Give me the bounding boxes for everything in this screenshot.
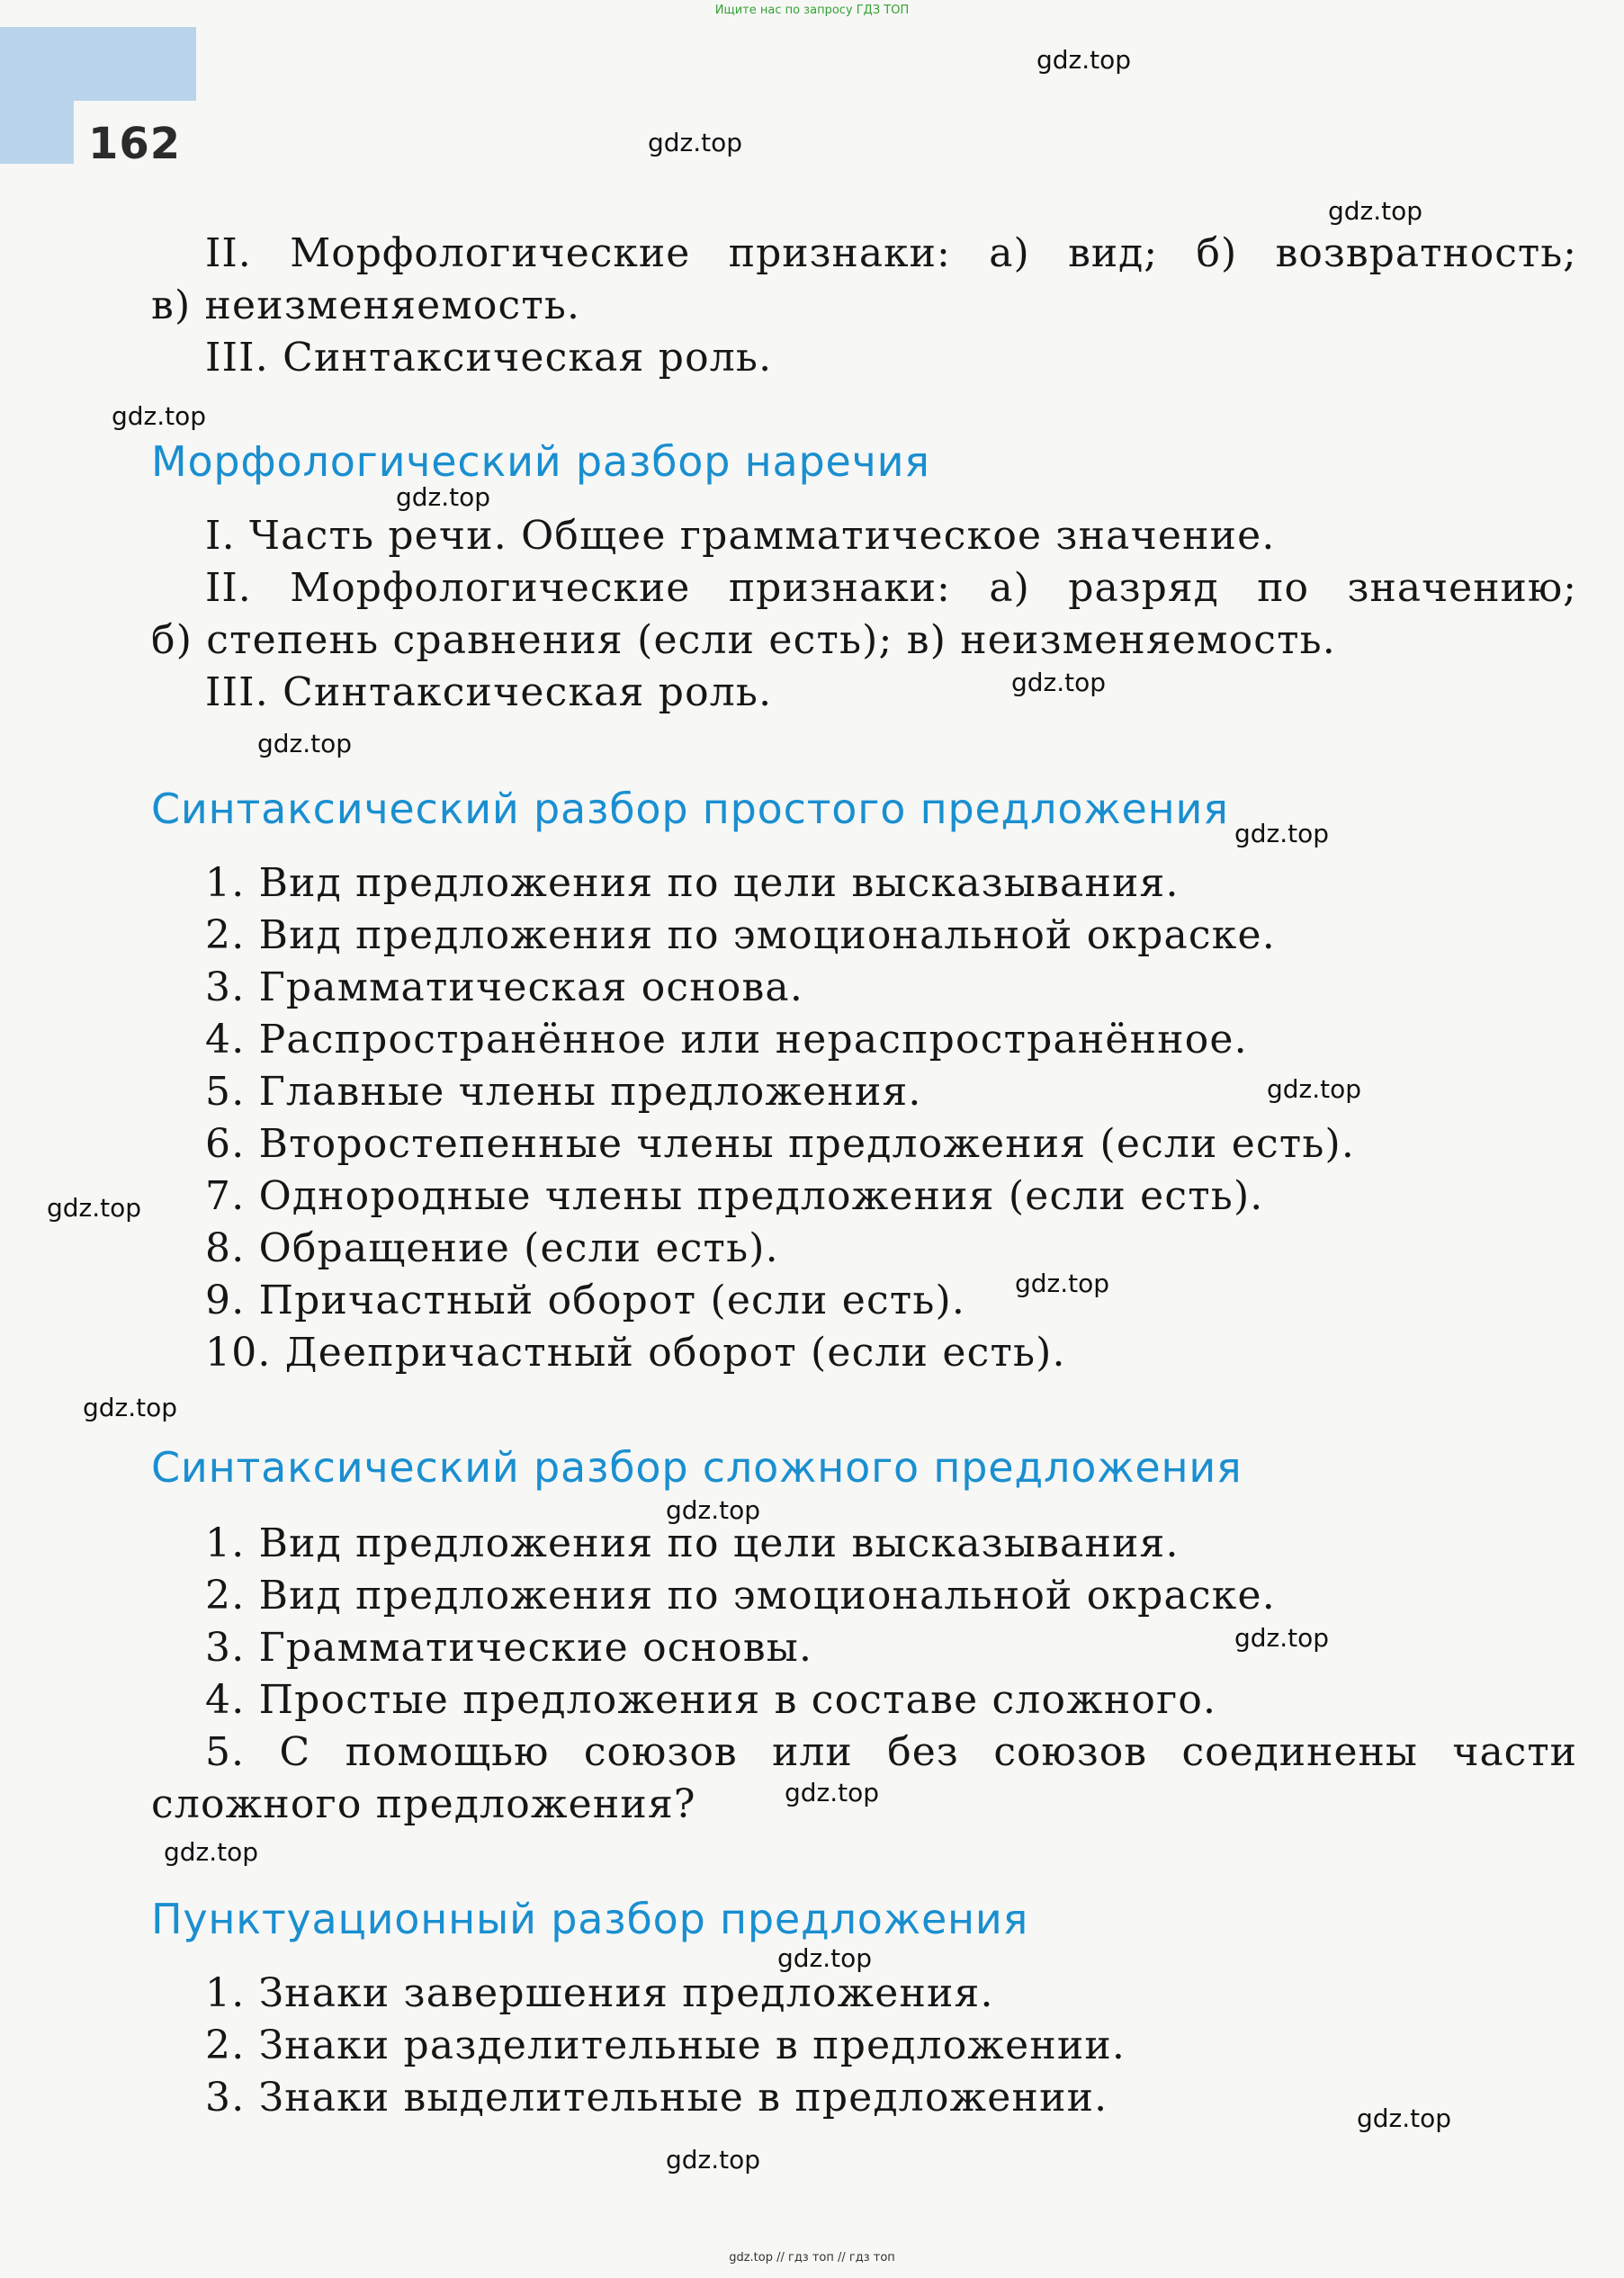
simple-item-8: 8. Обращение (если есть). bbox=[205, 1225, 779, 1271]
watermark: gdz.top bbox=[666, 2145, 761, 2175]
punct-item-3: 3. Знаки выделительные в предложении. bbox=[205, 2075, 1108, 2121]
watermark: gdz.top bbox=[112, 401, 207, 431]
watermark: gdz.top bbox=[1357, 2103, 1452, 2133]
simple-item-10: 10. Деепричастный оборот (если есть). bbox=[205, 1330, 1066, 1376]
simple-item-2: 2. Вид предложения по эмоциональной окраске. bbox=[205, 912, 1276, 958]
watermark: gdz.top bbox=[1234, 1623, 1330, 1653]
punct-item-2: 2. Знаки разделительные в предложении. bbox=[205, 2022, 1126, 2068]
watermark: gdz.top bbox=[164, 1837, 259, 1867]
complex-item-5: 5. С помощью союзов или без союзов соединены части bbox=[205, 1729, 1577, 1775]
watermark: gdz.top bbox=[47, 1193, 142, 1223]
heading-complex-sentence: Синтаксический разбор сложного предложения bbox=[151, 1443, 1243, 1492]
intro-line-3: III. Синтаксическая роль. bbox=[205, 335, 773, 381]
watermark: gdz.top bbox=[1267, 1074, 1362, 1104]
watermark: gdz.top bbox=[1234, 819, 1330, 848]
complex-item-3: 3. Грамматические основы. bbox=[205, 1625, 813, 1671]
adverb-line-4: III. Синтаксическая роль. bbox=[205, 669, 773, 715]
watermark: gdz.top bbox=[648, 128, 743, 157]
watermark: gdz.top bbox=[1011, 668, 1107, 697]
simple-item-6: 6. Второстепенные члены предложения (если есть). bbox=[205, 1121, 1356, 1167]
intro-line-2: в) неизменяемость. bbox=[151, 283, 581, 328]
complex-item-4: 4. Простые предложения в составе сложного. bbox=[205, 1677, 1217, 1723]
page-number: 162 bbox=[88, 119, 182, 169]
adverb-line-3: б) степень сравнения (если есть); в) неизменяемость. bbox=[151, 617, 1336, 663]
adverb-line-2: II. Морфологические признаки: а) разряд по значению; bbox=[205, 565, 1577, 611]
watermark: gdz.top bbox=[785, 1778, 880, 1807]
bottom-footer: gdz.top // гдз топ // гдз топ bbox=[729, 2251, 895, 2265]
watermark: gdz.top bbox=[1036, 45, 1132, 75]
watermark: gdz.top bbox=[257, 729, 353, 758]
heading-adverb: Морфологический разбор наречия bbox=[151, 437, 930, 486]
simple-item-5: 5. Главные члены предложения. bbox=[205, 1069, 922, 1115]
watermark: gdz.top bbox=[777, 1943, 873, 1973]
complex-item-1: 1. Вид предложения по цели высказывания. bbox=[205, 1520, 1180, 1566]
simple-item-1: 1. Вид предложения по цели высказывания. bbox=[205, 860, 1180, 906]
punct-item-1: 1. Знаки завершения предложения. bbox=[205, 1970, 994, 2016]
watermark: gdz.top bbox=[666, 1495, 761, 1525]
complex-item-2: 2. Вид предложения по эмоциональной окраске. bbox=[205, 1573, 1276, 1619]
simple-item-3: 3. Грамматическая основа. bbox=[205, 964, 804, 1010]
top-banner: Ищите нас по запросу ГДЗ ТОП bbox=[714, 4, 910, 17]
intro-line-1: II. Морфологические признаки: а) вид; б) возвратность; bbox=[205, 230, 1577, 276]
adverb-line-1: I. Часть речи. Общее грамматическое значение. bbox=[205, 513, 1276, 559]
simple-item-7: 7. Однородные члены предложения (если есть). bbox=[205, 1173, 1264, 1219]
complex-item-5-continuation: сложного предложения? bbox=[151, 1781, 696, 1827]
watermark: gdz.top bbox=[83, 1393, 178, 1422]
watermark: gdz.top bbox=[1328, 196, 1423, 226]
simple-item-9: 9. Причастный оборот (если есть). bbox=[205, 1278, 966, 1323]
watermark: gdz.top bbox=[1015, 1269, 1110, 1298]
watermark: gdz.top bbox=[396, 482, 491, 512]
simple-item-4: 4. Распространённое или нераспространённое. bbox=[205, 1017, 1248, 1063]
heading-punctuation: Пунктуационный разбор предложения bbox=[151, 1895, 1029, 1943]
heading-simple-sentence: Синтаксический разбор простого предложения bbox=[151, 785, 1229, 833]
